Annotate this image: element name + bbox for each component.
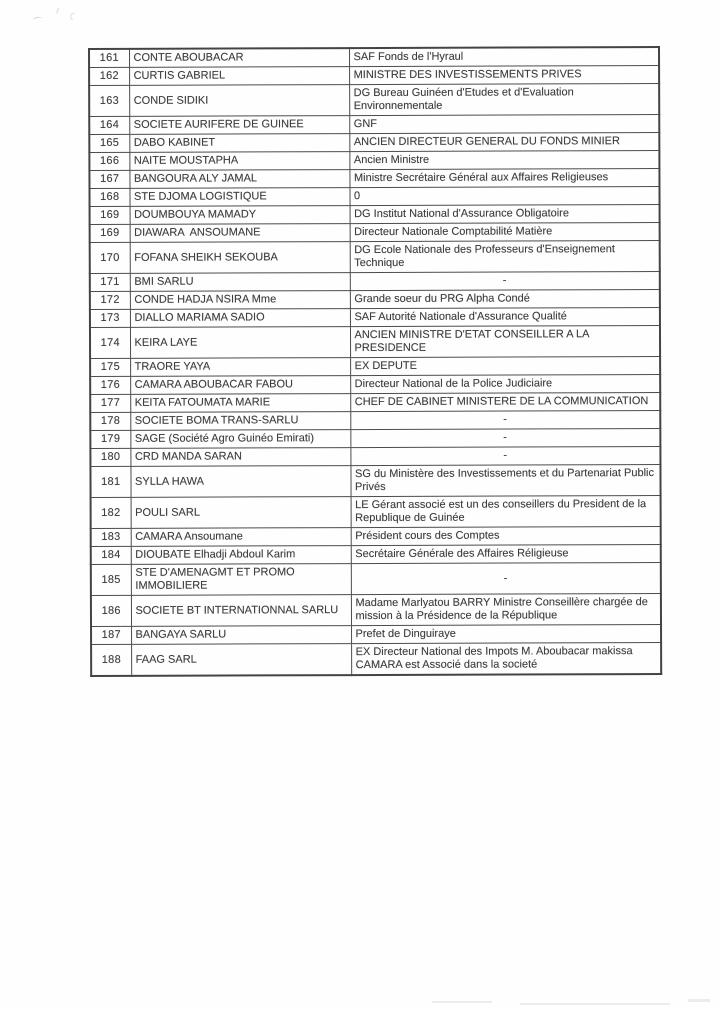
description-cell: -	[351, 563, 661, 595]
entity-name-cell: CURTIS GABRIEL	[129, 67, 349, 86]
row-number-cell: 180	[90, 448, 130, 466]
entity-name-cell: CAMARA Ansoumane	[131, 528, 351, 547]
row-number-cell: 184	[91, 546, 131, 564]
table-row	[90, 223, 660, 243]
description-cell: Président cours des Comptes	[351, 527, 661, 546]
row-number-cell: 186	[91, 595, 131, 626]
scan-edge-artifact	[520, 1003, 670, 1005]
row-number-cell: 179	[90, 430, 130, 448]
scan-edge-artifact	[432, 1001, 492, 1003]
entity-name-cell: FAAG SARL	[131, 644, 351, 676]
table-row	[89, 187, 659, 207]
description-cell: Grande soeur du PRG Alpha Condé	[350, 290, 660, 309]
entity-name-cell: POULI SARL	[131, 497, 351, 529]
table-row	[91, 643, 661, 676]
description-cell: Ministre Secrétaire Général aux Affaires Religieuses	[349, 169, 659, 188]
row-number-cell: 182	[91, 497, 131, 528]
row-number-cell: 177	[90, 394, 130, 412]
row-number-cell: 165	[89, 134, 129, 152]
table-row	[91, 545, 661, 565]
table-row	[90, 447, 660, 467]
entity-name-cell: CRD MANDA SARAN	[130, 448, 350, 467]
table-row	[91, 527, 661, 547]
table-row	[90, 241, 660, 274]
entity-name-cell: DIAWARA ANSOUMANE	[130, 224, 350, 243]
description-cell: 0	[349, 187, 659, 206]
entity-name-cell: DIOUBATE Elhadji Abdoul Karim	[131, 546, 351, 565]
row-number-cell: 178	[90, 412, 130, 430]
entity-name-cell: SOCIETE AURIFERE DE GUINEE	[129, 116, 349, 135]
description-cell: SG du Ministère des Investissements et du Partenariat Public Privés	[350, 465, 660, 497]
description-cell: Secrétaire Générale des Affaires Réligieuse	[351, 545, 661, 564]
row-number-cell: 161	[89, 49, 129, 68]
description-cell: -	[350, 429, 660, 448]
entity-name-cell: BMI SARLU	[130, 273, 350, 292]
description-cell: SAF Fonds de l'Hyraul	[349, 47, 659, 67]
entity-name-cell: DABO KABINET	[129, 134, 349, 153]
entity-name-cell: STE D'AMENAGMT ET PROMO IMMOBILIERE	[131, 564, 351, 596]
entity-name-cell: NAITE MOUSTAPHA	[129, 152, 349, 171]
table-row	[91, 496, 661, 529]
description-cell: Directeur National de la Police Judiciaire	[350, 375, 660, 394]
row-number-cell: 172	[90, 291, 130, 309]
pencil-mark-icon	[33, 16, 43, 22]
description-cell: -	[350, 411, 660, 430]
row-number-cell: 166	[89, 152, 129, 170]
row-number-cell: 176	[90, 376, 130, 394]
row-number-cell: 173	[90, 309, 130, 327]
row-number-cell: 163	[89, 85, 129, 116]
row-number-cell: 169	[90, 206, 130, 224]
row-number-cell: 183	[91, 528, 131, 546]
row-number-cell: 188	[91, 644, 131, 676]
row-number-cell: 174	[90, 327, 130, 358]
description-cell: Ancien Ministre	[349, 151, 659, 170]
table-row	[90, 429, 660, 449]
row-number-cell: 170	[90, 242, 130, 273]
description-cell: Directeur Nationale Comptabilité Matière	[350, 223, 660, 242]
table-row	[90, 375, 660, 395]
description-cell: DG Institut National d'Assurance Obligatoire	[350, 205, 660, 224]
table-row	[89, 169, 659, 189]
entity-name-cell: STE DJOMA LOGISTIQUE	[129, 188, 349, 207]
entity-name-cell: KEIRA LAYE	[130, 327, 350, 359]
row-number-cell: 181	[90, 466, 130, 497]
registry-table	[88, 46, 662, 677]
table-row	[89, 151, 659, 171]
row-number-cell: 187	[91, 626, 131, 644]
table-row	[91, 594, 661, 627]
table-row	[89, 133, 659, 153]
description-cell: MINISTRE DES INVESTISSEMENTS PRIVES	[349, 66, 659, 85]
table-row	[90, 465, 660, 498]
table-row	[91, 625, 661, 645]
row-number-cell: 168	[89, 188, 129, 206]
entity-name-cell: SYLLA HAWA	[130, 466, 350, 498]
entity-name-cell: CONDE HADJA NSIRA Mme	[130, 291, 350, 310]
pencil-mark-icon	[69, 12, 79, 22]
row-number-cell: 185	[91, 564, 131, 595]
table-row	[90, 357, 660, 377]
description-cell: Madame Marlyatou BARRY Ministre Conseillère chargée de mission à la Présidence de la République	[351, 594, 661, 626]
entity-name-cell: BANGAYA SARLU	[131, 626, 351, 645]
entity-name-cell: SOCIETE BT INTERNATIONNAL SARLU	[131, 595, 351, 627]
table-row	[89, 115, 659, 135]
row-number-cell: 171	[90, 273, 130, 291]
description-cell: EX DEPUTE	[350, 357, 660, 376]
table-row	[89, 66, 659, 86]
entity-name-cell: TRAORE YAYA	[130, 358, 350, 377]
table-row	[89, 47, 659, 67]
table-row	[90, 393, 660, 413]
description-cell: Prefet de Dinguiraye	[351, 625, 661, 644]
entity-name-cell: BANGOURA ALY JAMAL	[129, 170, 349, 189]
description-cell: ANCIEN DIRECTEUR GENERAL DU FONDS MINIER	[349, 133, 659, 152]
table-row	[90, 411, 660, 431]
table-row	[90, 326, 660, 359]
description-cell: CHEF DE CABINET MINISTERE DE LA COMMUNICATION	[350, 393, 660, 412]
entity-name-cell: KEITA FATOUMATA MARIE	[130, 394, 350, 413]
table-row	[89, 84, 659, 117]
entity-name-cell: SOCIETE BOMA TRANS-SARLU	[130, 412, 350, 431]
description-cell: ANCIEN MINISTRE D'ETAT CONSEILLER A LA PRESIDENCE	[350, 326, 660, 358]
description-cell: -	[350, 272, 660, 291]
entity-name-cell: DOUMBOUYA MAMADY	[130, 206, 350, 225]
entity-name-cell: CONDE SIDIKI	[129, 85, 349, 117]
description-cell: SAF Autorité Nationale d'Assurance Qualité	[350, 308, 660, 327]
entity-name-cell: CONTE ABOUBACAR	[129, 48, 349, 67]
description-cell: DG Bureau Guinéen d'Etudes et d'Evaluation Environnementale	[349, 84, 659, 116]
row-number-cell: 164	[89, 116, 129, 134]
description-cell: LE Gérant associé est un des conseillers du President de la Republique de Guinée	[351, 496, 661, 528]
table-row	[90, 290, 660, 310]
row-number-cell: 169	[90, 224, 130, 242]
table-row	[90, 308, 660, 328]
description-cell: GNF	[349, 115, 659, 134]
entity-name-cell: CAMARA ABOUBACAR FABOU	[130, 376, 350, 395]
pencil-mark-icon	[56, 8, 61, 15]
description-cell: -	[350, 447, 660, 466]
row-number-cell: 162	[89, 67, 129, 85]
description-cell: EX Directeur National des Impots M. Aboubacar makissa CAMARA est Associé dans la societé	[351, 643, 661, 676]
table-row	[90, 205, 660, 225]
table-row	[90, 272, 660, 292]
registry-table-body	[89, 47, 661, 676]
entity-name-cell: SAGE (Société Agro Guinéo Emirati)	[130, 430, 350, 449]
description-cell: DG Ecole Nationale des Professeurs d'Enseignement Technique	[350, 241, 660, 273]
row-number-cell: 175	[90, 358, 130, 376]
table-row	[91, 563, 661, 596]
entity-name-cell: DIALLO MARIAMA SADIO	[130, 309, 350, 328]
scan-edge-artifact	[688, 999, 710, 1002]
entity-name-cell: FOFANA SHEIKH SEKOUBA	[130, 242, 350, 274]
row-number-cell: 167	[89, 170, 129, 188]
